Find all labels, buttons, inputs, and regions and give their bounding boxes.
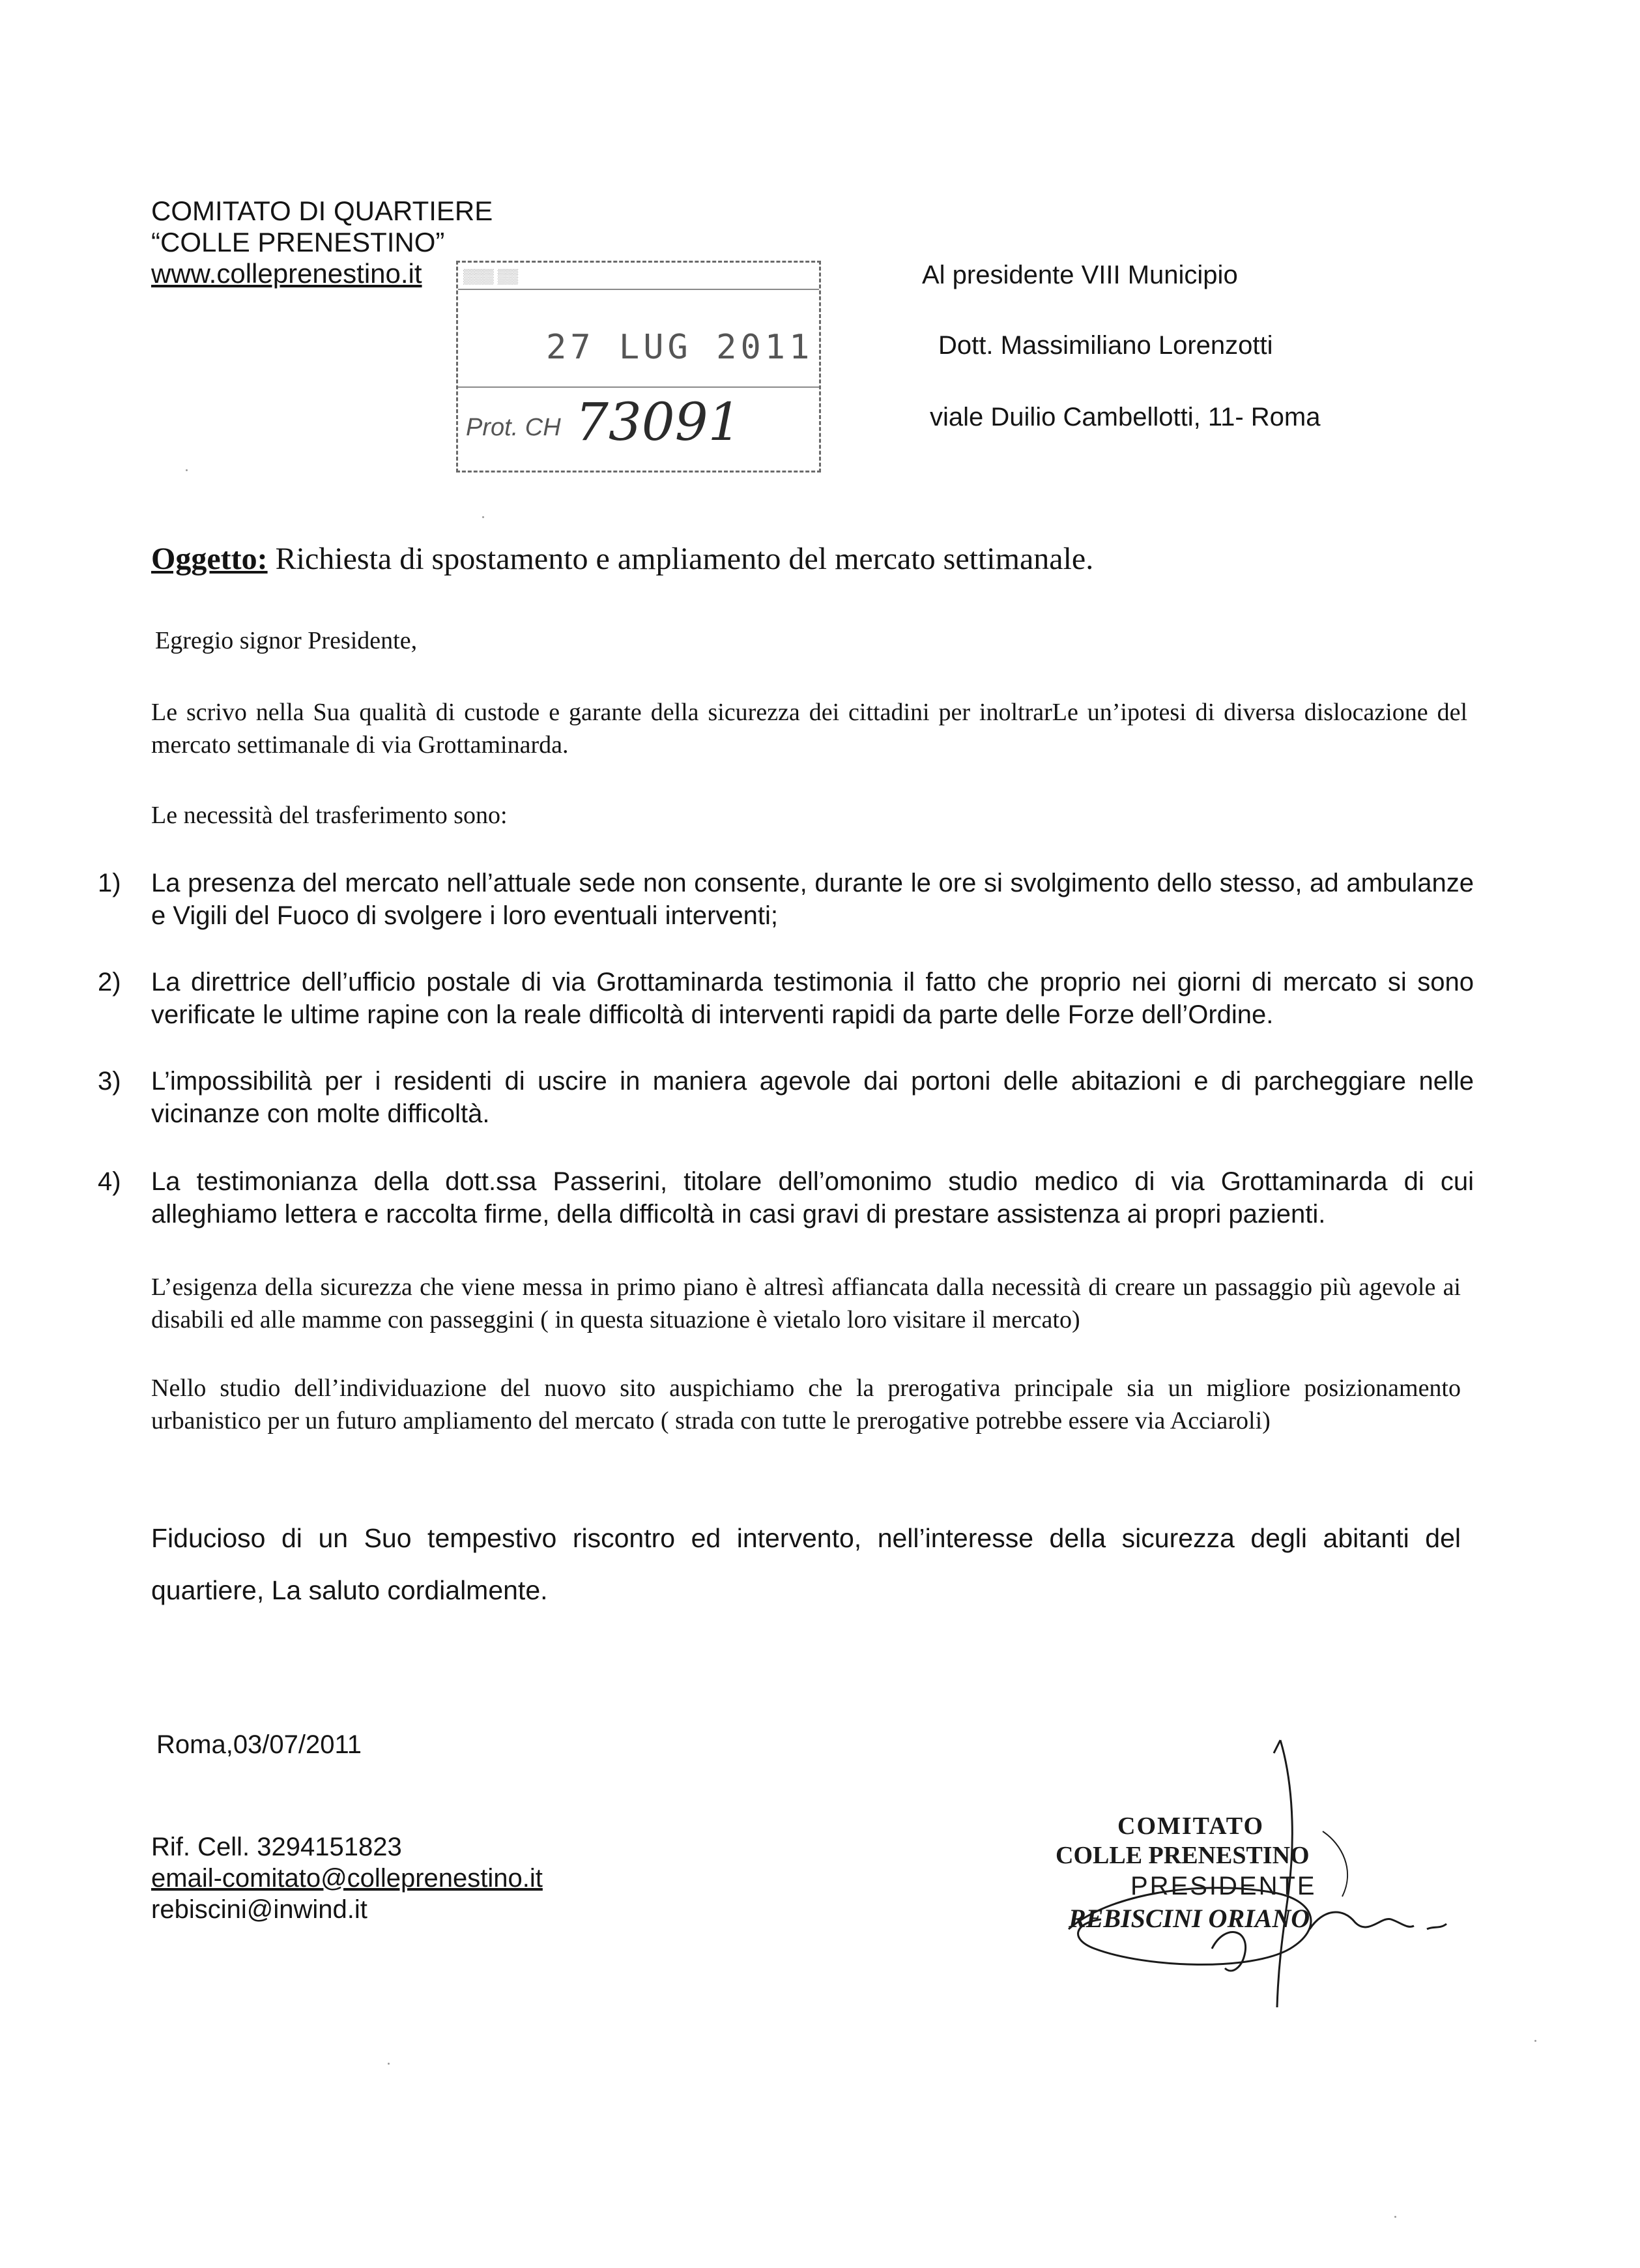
- subject-label: Oggetto:: [151, 542, 268, 576]
- sender-header: [151, 196, 493, 289]
- scan-speck: [1394, 2216, 1396, 2218]
- needs-intro: Le necessità del trasferimento sono:: [151, 802, 508, 829]
- stamp-date: 27 LUG 2011: [546, 328, 814, 367]
- stamp-protocol-number: 73091: [575, 392, 741, 452]
- scan-speck: [186, 469, 188, 471]
- seal-line: REBISCINI ORIANO: [1069, 1904, 1310, 1933]
- stamp-faint-mark: ▒▒▒ ▒▒: [463, 268, 519, 284]
- closing-paragraph: Fiducioso di un Suo tempestivo riscontro ed intervento, nell’interesse della sicurezza degli abitanti del quartiere, La saluto cordialmente.: [151, 1523, 1461, 1605]
- president-seal-signature: [1016, 1734, 1486, 2020]
- recipient-address: viale Duilio Cambellotti, 11- Roma: [930, 403, 1321, 431]
- list-item-text: L’impossibilità per i residenti di uscire in maniera agevole dai portoni delle abitazioni e di parcheggiare nelle vicinanze con molte difficoltà.: [151, 1067, 1474, 1128]
- recipient-title: Al presidente VIII Municipio: [922, 261, 1238, 289]
- seal-line: PRESIDENTE: [1130, 1872, 1317, 1900]
- seal-line: COLLE PRENESTINO: [1056, 1842, 1310, 1869]
- sender-neighborhood: “COLLE PRENESTINO”: [151, 227, 445, 257]
- scan-speck: [1534, 2040, 1536, 2042]
- seal-line: COMITATO: [1117, 1812, 1265, 1840]
- list-item-number: 4): [98, 1167, 121, 1196]
- recipient-name: Dott. Massimiliano Lorenzotti: [938, 331, 1273, 360]
- sender-website-link[interactable]: www.colleprenestino.it: [151, 258, 422, 289]
- list-item-text: La presenza del mercato nell’attuale sede non consente, durante le ore si svolgimento dello stesso, ad ambulanze e Vigili del Fuoco di svolgere i loro eventuali interventi;: [151, 869, 1474, 930]
- salutation: Egregio signor Presidente,: [155, 627, 418, 654]
- email-rebiscini: rebiscini@inwind.it: [151, 1895, 367, 1924]
- study-paragraph: Nello studio dell’individuazione del nuovo sito auspichiamo che la prerogativa principale sia un migliore posizionamento urbanistico per un futuro ampliamento del mercato ( strada con tutte le prerogative potrebbe essere via Acciaroli): [151, 1374, 1461, 1434]
- contact-block: [151, 1831, 543, 1925]
- scan-speck: [388, 2063, 390, 2065]
- email-comitato-link[interactable]: email-comitato@colleprenestino.it: [151, 1864, 543, 1893]
- place-date: Roma,03/07/2011: [156, 1730, 362, 1759]
- security-paragraph: L’esigenza della sicurezza che viene messa in primo piano è altresì affiancata dalla necessità di creare un passaggio più agevole ai disabili ed alle mamme con passeggini ( in questa situazione è vietalo loro visitare il mercato): [151, 1273, 1461, 1333]
- list-item-number: 1): [98, 869, 121, 897]
- phone-reference: Rif. Cell. 3294151823: [151, 1833, 402, 1861]
- stamp-prot-label: Prot. CH: [466, 414, 561, 441]
- subject-text: Richiesta di spostamento e ampliamento del mercato settimanale.: [267, 542, 1094, 576]
- stamp-divider: [458, 386, 819, 388]
- intro-paragraph: Le scrivo nella Sua qualità di custode e garante della sicurezza dei cittadini per inoltrarLe un’ipotesi di diversa dislocazione del mercato settimanale di via Grottaminarda.: [151, 699, 1467, 759]
- scan-speck: [482, 516, 484, 518]
- list-item-number: 2): [98, 968, 121, 996]
- subject-line: [151, 541, 1093, 577]
- list-item-text: La testimonianza della dott.ssa Passerini, titolare dell’omonimo studio medico di via Grottaminarda di cui alleghiamo lettera e raccolta firme, della difficoltà in casi gravi di prestare assistenza ai propri pazienti.: [151, 1167, 1474, 1228]
- protocol-stamp: [456, 261, 821, 472]
- list-item-text: La direttrice dell’ufficio postale di via Grottaminarda testimonia il fatto che proprio nei giorni di mercato si sono verificate le ultime rapine con la reale difficoltà di interventi rapidi da parte delle Forze dell’Ordine.: [151, 968, 1474, 1029]
- list-item-number: 3): [98, 1067, 121, 1096]
- sender-name: COMITATO DI QUARTIERE: [151, 196, 493, 226]
- stamp-divider: [458, 289, 819, 290]
